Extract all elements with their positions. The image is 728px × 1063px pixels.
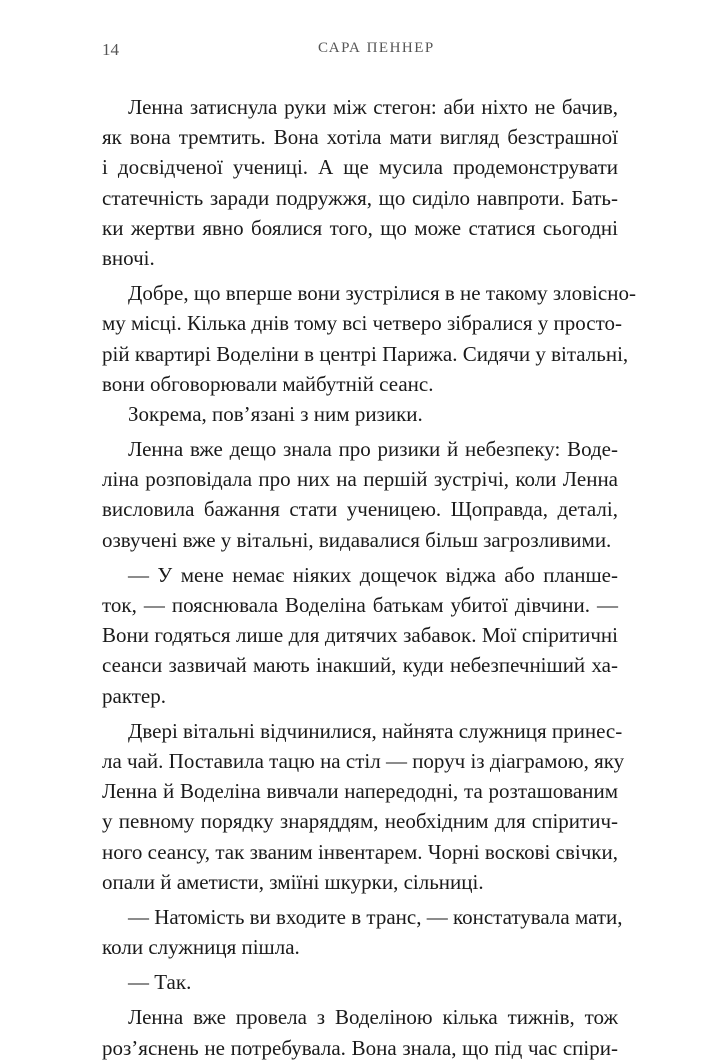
text-line: коли служниця пішла. (102, 935, 300, 960)
text-line: рактер. (102, 683, 166, 708)
text-line: — Натомість ви входите в транс, — констатувала мати, (128, 904, 623, 929)
text-line: Ленна вже дещо знала про ризики й небезпеку: Воде- (128, 437, 618, 462)
text-line: Вони годяться лише для дитячих забавок. Мої спіритичні (102, 623, 618, 648)
text-line: вночі. (102, 245, 155, 270)
text-line: Ленна вже провела з Воделіною кілька тижнів, тож (128, 1005, 618, 1030)
text-line: ного сеансу, так званим інвентарем. Чорні воскові свічки, (102, 839, 618, 864)
text-line: у певному порядку знаряддям, необхідним для спіритич- (102, 809, 618, 834)
text-line: як вона тремтить. Вона хотіла мати вигляд безстрашної (102, 125, 618, 150)
text-line: — Так. (128, 970, 192, 995)
text-line: Добре, що вперше вони зустрілися в не такому зловісно- (128, 281, 636, 306)
text-line: Двері вітальні відчинилися, найнята служниця принес- (128, 718, 623, 743)
text-line: опали й аметисти, зміїні шкурки, сільниці. (102, 869, 484, 894)
text-line: ток, — пояснювала Воделіна батькам убитої дівчини. — (102, 593, 618, 617)
text-line: озвучені вже у вітальні, видавалися більш загрозливими. (102, 527, 612, 552)
text-line: — У мене немає ніяких дощечок віджа або планше- (128, 562, 618, 587)
text-line: му місці. Кілька днів тому всі четверо зібралися у просто- (102, 311, 622, 336)
text-line: роз’яснень не потребувала. Вона знала, що під час спіри- (102, 1035, 618, 1060)
text-line: статечність заради подружжя, що сиділо навпроти. Бать- (102, 185, 618, 210)
text-line: вони обговорювали майбутній сеанс. (102, 371, 434, 396)
text-line: ла чай. Поставила тацю на стіл — поруч із діаграмою, яку (102, 748, 625, 773)
page-number: 14 (102, 40, 119, 59)
text-line: ки жертви явно боялися того, що може статися сьогодні (102, 215, 618, 240)
text-line: ліна розповідала про них на першій зустрічі, коли Ленна (102, 467, 618, 492)
text-line: сеанси зазвичай мають інакший, куди небезпечніший ха- (102, 653, 618, 678)
text-line: висловила бажання стати ученицею. Щоправда, деталі, (102, 497, 618, 522)
text-line: Зокрема, пов’язані з ним ризики. (128, 401, 423, 426)
text-line: Ленна й Воделіна вивчали напередодні, та розташованим (102, 779, 618, 804)
text-line: і досвідченої учениці. А ще мусила продемонструвати (102, 155, 618, 180)
running-head-author: САРА ПЕННЕР (318, 40, 435, 56)
text-line: Ленна затиснула руки між стегон: аби ніхто не бачив, (128, 95, 618, 119)
text-line: рій квартирі Воделіни в центрі Парижа. Сидячи у вітальні, (102, 341, 629, 366)
body-text (102, 92, 636, 1063)
running-head (102, 40, 618, 64)
